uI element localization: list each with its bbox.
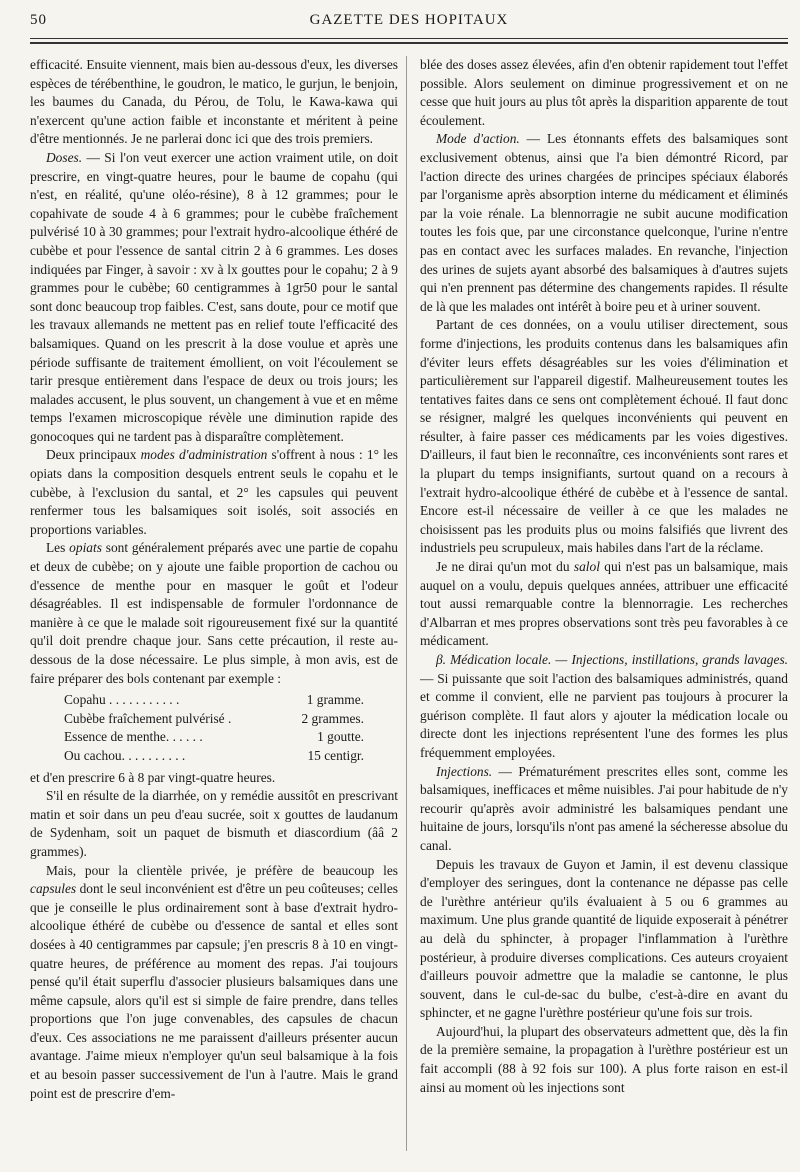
paragraph-injections xyxy=(420,763,788,856)
right-column xyxy=(420,56,788,1097)
paragraph-opiats xyxy=(30,539,398,688)
paragraph-text: qui n'est pas un balsamique, mais auquel on a voulu, depuis quelques années, attribuer une efficacité tout aussi remarquable contre la blennorragie. Les recherches d'Albarran et mes propres observations sont très peu favorables à ce médicament. xyxy=(420,559,788,649)
page-number: 50 xyxy=(30,12,47,28)
paragraph-text: — Les étonnants effets des balsamiques sont exclusivement obtenus, ainsi que l'a bien démontré Ricord, par l'action directe des urines chargées de principes spéciaux élaborés par l'organisme après absorption interne du médicament et éliminés par la voie rénale. La blennorragie ne subit aucune modification toutes les fois que, par une circonstance quelconque, l'urine n'entre pas en contact avec les surfaces malades. En revanche, l'injection des urines de sujets ayant absorbé des balsamiques à d'autres sujets qui n'en prennent pas détermine des changements rapides. Il résulte de là que les malades ont intérêt à boire peu et à uriner souvent. xyxy=(420,131,789,314)
paragraph-modes xyxy=(30,446,398,539)
journal-title: GAZETTE DES HOPITAUX xyxy=(309,12,509,28)
paragraph-text: sont généralement préparés avec une partie de copahu et deux de cubèbe; on y ajoute une faible proportion de cachou ou d'essence de menthe pour en masquer le goût et l'odeur désagréables. Il est indispensable de formuler l'ordonnance de manière à ce que le malade soit rigoureusement fixé sur la quantité qu'il doit prendre chaque jour. Sans cette précaution, il reste au-dessous de la dose nécessaire. Le plus simple, à mon avis, est de faire préparer des bols contenant par exemple : xyxy=(30,540,398,686)
recipe-ingredient: Essence de menthe. . . . . . xyxy=(64,729,203,745)
section-label: Mode d'action. xyxy=(436,131,520,147)
page-header xyxy=(30,8,788,34)
emphasis: opiats xyxy=(69,540,102,556)
emphasis: capsules xyxy=(30,881,77,897)
section-label: β. Médication locale. — Injections, instillations, grands lavages. xyxy=(436,652,788,667)
paragraph: efficacité. Ensuite viennent, mais bien au-dessous d'eux, les diverses espèces de térébenthine, le goudron, le matico, le gurjun, le benjoin, les baumes du Canada, du Pérou, de Tolu, le Kawa-kawa qui n'exercent qu'une action faible et inconstante et méritent à peine d'être mentionnés. Je ne parlerai donc ici que des trois premiers. xyxy=(30,57,398,147)
recipe-item xyxy=(64,747,364,766)
recipe-quantity: 15 centigr. xyxy=(307,747,364,763)
recipe-ingredient: Ou cachou. . . . . . . . . . xyxy=(64,747,186,763)
header-rule-thick xyxy=(30,42,788,44)
paragraph-mode-action xyxy=(420,130,788,316)
paragraph-text: Je ne dirai qu'un mot du xyxy=(436,559,574,575)
paragraph-text: Deux principaux xyxy=(46,447,141,463)
section-label: Injections. xyxy=(436,763,493,779)
paragraph-medication-locale xyxy=(420,651,788,763)
recipe-ingredient: Copahu . . . . . . . . . . . xyxy=(64,692,180,708)
paragraph: S'il en résulte de la diarrhée, on y remédie aussitôt en prescrivant matin et soir dans un peu d'eau sucrée, soit x gouttes de laudanum de Sydenham, soit un paquet de bismuth et diascordium (ââ 2 grammes). xyxy=(30,788,398,859)
header-rule-thin xyxy=(30,38,788,39)
paragraph: blée des doses assez élevées, afin d'en obtenir rapidement tout l'effet possible. Alors seulement on diminue progressivement et on ne cesse que huit jours au plus tôt après la disparition apparente de tout écoulement. xyxy=(420,57,788,128)
left-column xyxy=(30,56,398,1103)
paragraph: Depuis les travaux de Guyon et Jamin, il est devenu classique d'employer des seringues, dont la contenance ne dépasse pas celle de l'urèthre antérieur qu'ils évaluaient à 5 ou 6 grammes au maximum. Une plus grande quantité de liquide exposerait à pénétrer au delà du sphincter, à propager l'inflammation à l'urèthre postérieur, à produire diverses complications. Ces auteurs croyaient d'ailleurs pouvoir admettre que la maladie se cantonne, le plus souvent, dans le cul-de-sac du bulbe, c'est-à-dire en avant du sphincter, et ne gagne l'urèthre postérieur qu'une fois sur trois. xyxy=(420,856,788,1021)
paragraph: Aujourd'hui, la plupart des observateurs admettent que, dès la fin de la première semaine, la propagation à l'urèthre postérieur est un fait accompli (88 à 92 fois sur 100). A plus forte raison en est-il ainsi au moment où les injections sont xyxy=(420,1023,788,1095)
recipe-item xyxy=(64,728,364,747)
paragraph: Partant de ces données, on a voulu utiliser directement, sous forme d'injections, les produits contenus dans les balsamiques afin d'éviter leurs effets désagréables sur les voies d'élimination et particulièrement sur l'appareil digestif. Malheureusement toutes les tentatives faites dans ce sens ont complètement échoué. Il faut donc se résigner, malgré les quelques inconvénients qui peuvent en résulter, à faire passer ces médicaments par les voies digestives. D'ailleurs, il faut bien le reconnaître, ces inconvénients sont rares et la plupart du temps insignifiants, surtout quand on a recours à l'extrait hydro-alcoolique éthéré de cubèbe et à l'essence de santal. Encore est-il nécessaire de veiller à ce que les malades ne choisissent pas les produits plus ou moins falsifiés que livrent des industriels peu scrupuleux, mais habiles dans l'art de la réclame. xyxy=(420,317,788,556)
paragraph-text: dont le seul inconvénient est d'être un peu coûteuses; celles que je conseille le plus ordinairement sont à base d'extrait hydro-alcoolique éthéré de cubèbe ou d'essence de santal et elles sont dosées à 40 centigrammes par capsule; j'en prescris 8 à 10 en vingt-quatre heures, de préférence au moment des repas. J'ai toujours pensé qu'il était superflu d'associer plusieurs balsamiques dans une même capsule, alors qu'il est si simple de faire prendre, dans telles proportions que l'on juge convenables, des capsules de chacun d'eux. Ces associations ne me paraissent d'ailleurs présenter aucun avantage. J'aime mieux n'employer qu'un seul balsamique à la fois et au besoin passer successivement de l'un à l'autre. Mais le grand point est de prescrire d'em- xyxy=(30,881,398,1101)
recipe-item xyxy=(64,691,364,710)
paragraph-text: Mais, pour la clientèle privée, je préfère de beaucoup les xyxy=(46,862,398,878)
paragraph-text: — Si puissante que soit l'action des balsamiques administrés, quand et comme il convient, elle ne parvient pas toujours à procurer la guérison complète. Il faut alors y ajouter la médication locale ou directe dont les injections représentent l'une des formes les plus fréquemment employées. xyxy=(420,670,788,760)
paragraph-text: — Si l'on veut exercer une action vraiment utile, on doit prescrire, en vingt-quatre heures, pour le baume de copahu (qui n'est, en réalité, qu'une oléo-résine), 8 à 12 grammes; pour le copahivate de soude 4 à 6 grammes; pour le cubèbe fraîchement pulvérisé 10 à 30 grammes; pour l'extrait hydro-alcoolique éthéré de cubèbe et pour l'essence de santal citrin 2 à 6 grammes. Les doses indiquées par Finger, à savoir : xv à lx gouttes pour le copahu; 2 à 9 grammes pour le cubèbe; 60 centigrammes à 1gr50 pour le santal sont donc beaucoup trop faibles. C'est, sans doute, pour ce motif que les travaux allemands ne mettent pas en relief toute l'efficacité des balsamiques. Quand on les prescrit à la dose voulue et après une période suffisante de traitement émollient, on voit l'écoulement se tarir presque entièrement dans l'espace de deux ou trois jours; les malades accusent, le plus souvent, un changement à vue et en même temps l'examen microscopique révèle une diminution rapide des gonocoques qui ne tardent pas à disparaître complètement. xyxy=(30,149,398,444)
paragraph-text: Les xyxy=(46,540,70,556)
paragraph: et d'en prescrire 6 à 8 par vingt-quatre heures. xyxy=(30,769,276,785)
emphasis: modes d'administration xyxy=(140,447,268,463)
column-divider xyxy=(406,56,407,1151)
recipe-item xyxy=(64,710,364,729)
section-label: Doses. xyxy=(46,149,83,165)
recipe-ingredient: Cubèbe fraîchement pulvérisé . xyxy=(64,710,232,726)
recipe-quantity: 1 gramme. xyxy=(306,692,364,708)
recipe-quantity: 1 goutte. xyxy=(317,729,364,745)
paragraph-text: s'offrent à nous : 1° les opiats dans la composition desquels entrent seuls le copahu et le cubèbe, à l'exclusion du santal, et 2° les capsules qui peuvent renfermer tous les balsamiques soit isolés, soit associés en proportions variables. xyxy=(30,447,398,537)
paragraph-doses xyxy=(30,149,398,447)
recipe-list xyxy=(64,691,364,765)
recipe-quantity: 2 grammes. xyxy=(301,710,364,726)
emphasis: salol xyxy=(573,559,600,575)
paragraph-text: — Prématurément prescrites elles sont, comme les balsamiques, inefficaces et même nuisibles. J'ai pour habitude de n'y recourir qu'après avoir administré les balsamiques pendant une huitaine de jours, lorsqu'ils n'ont pas amené la sécheresse absolue du canal. xyxy=(420,763,788,853)
paragraph-salol xyxy=(420,558,788,651)
paragraph-capsules xyxy=(30,862,398,1104)
